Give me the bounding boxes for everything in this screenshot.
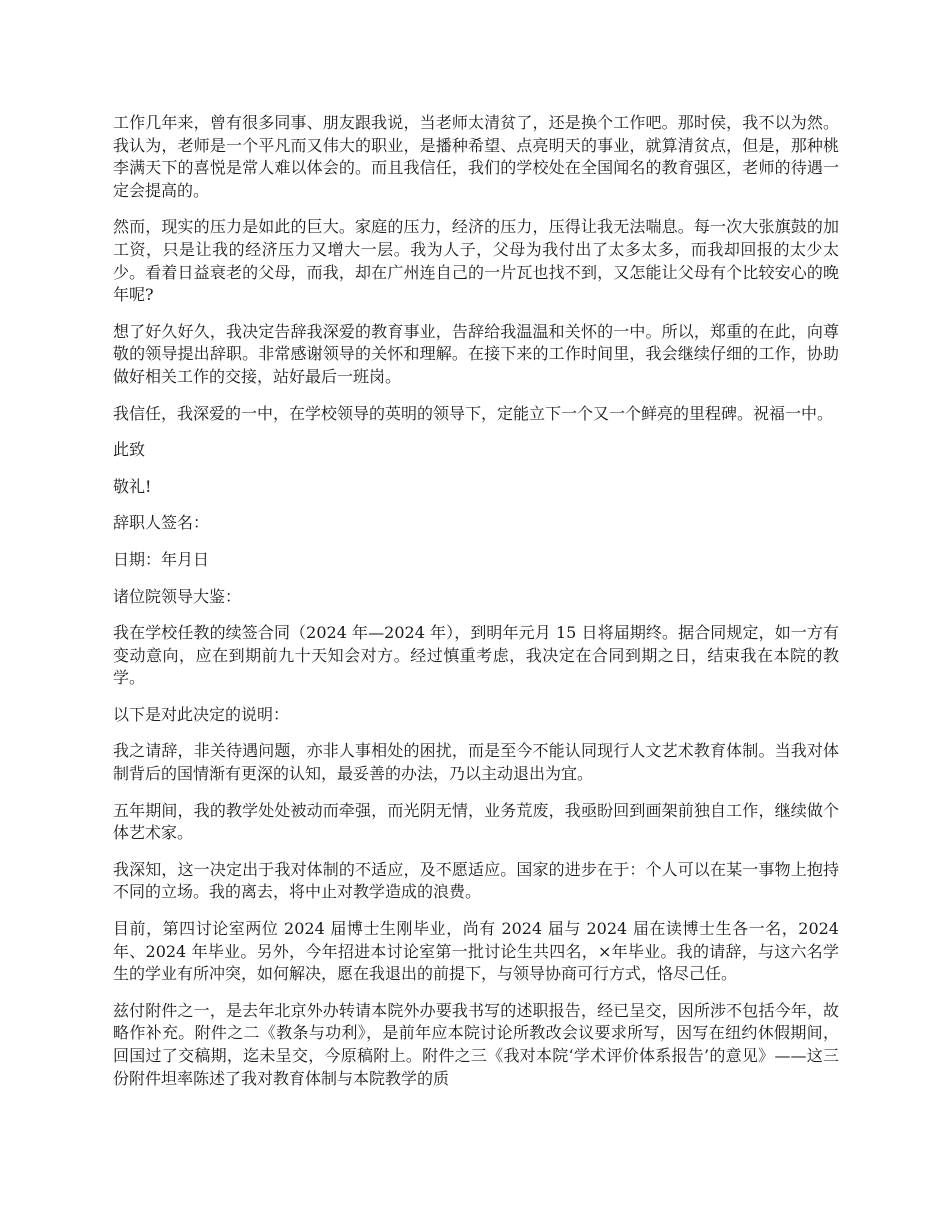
closing-salutation: 此致 [113, 440, 146, 460]
paragraph-1: 工作几年来，曾有很多同事、朋友跟我说，当老师太清贫了，还是换个工作吧。那时侯，我不以为然。我认为，老师是一个平凡而又伟大的职业，是播种希望、点亮明天的事业，就算清贫点，但是，那种桃李满天下的喜悦是常人难以体会的。而且我信任，我们的学校处在全国闻名的教育强区，老师的待遇一定会提高的。 [113, 113, 839, 200]
paragraph-9: 我深知，这一决定出于我对体制的不适应，及不愿适应。国家的进步在于：个人可以在某一事物上抱持不同的立场。我的离去，将中止对教学造成的浪费。 [113, 859, 839, 902]
paragraph-2: 然而，现实的压力是如此的巨大。家庭的压力，经济的压力，压得让我无法喘息。每一次大张旗鼓的加工资，只是让我的经济压力又增大一层。我为人子，父母为我付出了太多太多，而我却回报的太少太少。看着日益衰老的父母，而我，却在广州连自己的一片瓦也找不到，又怎能让父母有个比较安心的晚年呢? [113, 217, 839, 305]
closing-respect: 敬礼! [113, 476, 152, 496]
paragraph-7: 我之请辞，非关待遇问题，亦非人事相处的困扰，而是至今不能认同现行人文艺术教育体制。当我对体制背后的国情渐有更深的认知，最妥善的办法，乃以主动退出为宜。 [113, 741, 839, 784]
paragraph-11: 兹付附件之一，是去年北京外办转请本院外办要我书写的述职报告，经已呈交，因所涉不包括今年，故略作补充。附件之二《教条与功利》，是前年应本院讨论所教改会议要求所写，因写在纽约休假期间，回国过了交稿期，迄未呈交，今原稿附上。附件之三《我对本院‘学术评价体系报告’的意见》——这三份附件坦率陈述了我对教育体制与本院教学的质 [113, 1000, 839, 1088]
date-line: 日期：年月日 [113, 549, 210, 569]
signature-line: 辞职人签名： [113, 513, 210, 533]
paragraph-8: 五年期间，我的教学处处被动而牵强，而光阴无情，业务荒废，我亟盼回到画架前独自工作，继续做个体艺术家。 [113, 800, 839, 843]
paragraph-4: 我信任，我深爱的一中，在学校领导的英明的领导下，定能立下一个又一个鲜亮的里程碑。祝福一中。 [113, 403, 834, 423]
paragraph-3: 想了好久好久，我决定告辞我深爱的教育事业，告辞给我温温和关怀的一中。所以，郑重的在此，向尊敬的领导提出辞职。非常感谢领导的关怀和理解。在接下来的工作时间里，我会继续仔细的工作，协助做好相关工作的交接，站好最后一班岗。 [113, 321, 839, 386]
paragraph-5: 我在学校任教的续签合同（2024 年—2024 年），到明年元月 15 日将届期终。据合同规定，如一方有变动意向，应在到期前九十天知会对方。经过慎重考虑，我决定在合同到期之日，结束我在本院的教学。 [113, 623, 839, 688]
paragraph-6: 以下是对此决定的说明： [113, 704, 290, 724]
document-body [113, 112, 839, 1104]
paragraph-10: 目前，第四讨论室两位 2024 届博士生刚毕业，尚有 2024 届与 2024 届在读博士生各一名，2024 年、2024 年毕业。另外，今年招进本讨论室第一批讨论生共四名，×年毕业。我的请辞，与这六名学生的学业有所冲突，如何解决，愿在我退出的前提下，与领导协商可行方式，恪尽己任。 [113, 919, 839, 984]
letter-greeting: 诸位院领导大鉴： [113, 586, 242, 606]
